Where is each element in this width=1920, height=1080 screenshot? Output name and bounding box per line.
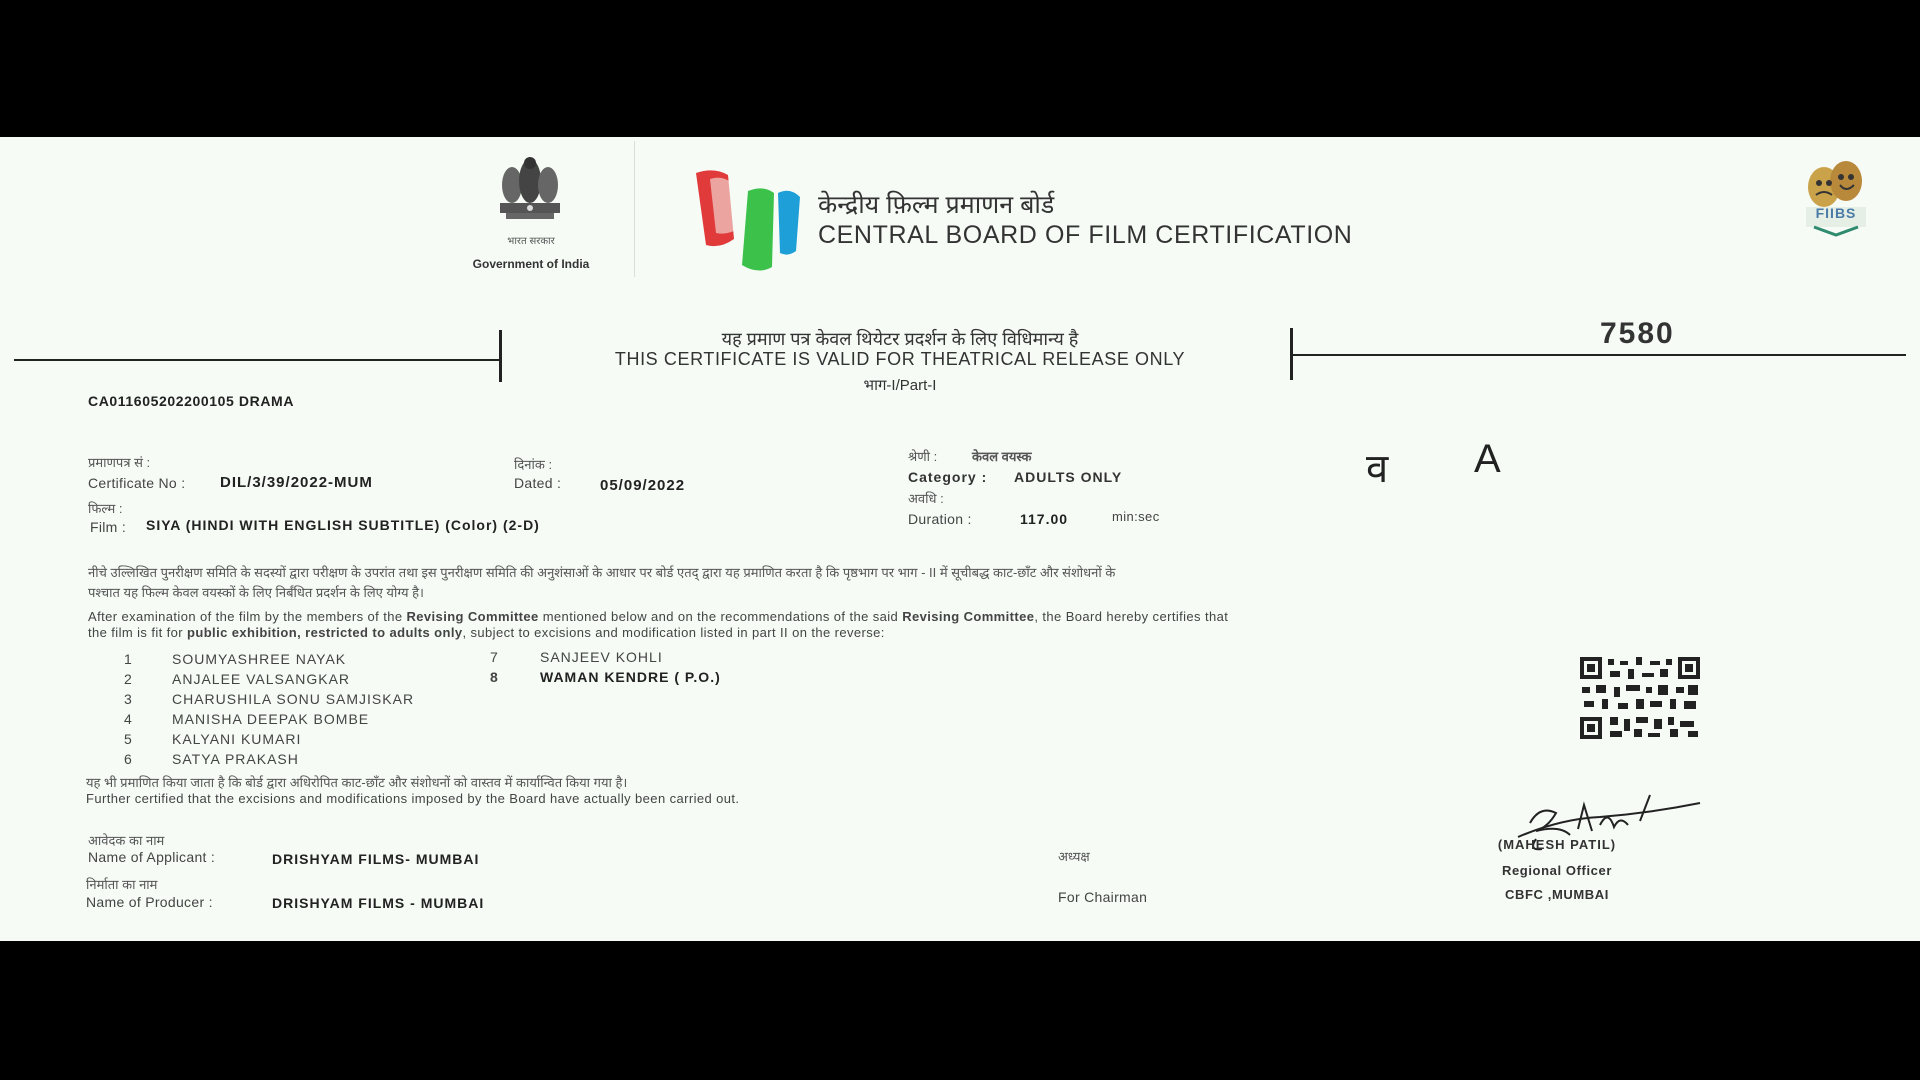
- member-name: SANJEEV KOHLI: [540, 649, 663, 665]
- serial-number: 7580: [1600, 317, 1675, 350]
- rating-english: A: [1474, 437, 1501, 481]
- signatory-title: Regional Officer: [1501, 863, 1612, 878]
- date-hindi: दिनांक :: [514, 457, 553, 472]
- producer-hindi: निर्माता का नाम: [86, 877, 158, 892]
- para-english-1b: Revising Committee: [406, 609, 539, 624]
- fiibs-logo-text: FIIBS: [1815, 205, 1857, 221]
- film-value: SIYA (HINDI WITH ENGLISH SUBTITLE) (Color) (2-D): [146, 517, 540, 533]
- producer-value: DRISHYAM FILMS - MUMBAI: [272, 895, 485, 911]
- member-num: 4: [124, 711, 132, 727]
- validity-english: THIS CERTIFICATE IS VALID FOR THEATRICAL RELEASE ONLY: [614, 349, 1186, 369]
- applicant-label: Name of Applicant :: [88, 849, 216, 865]
- para-english-2: [88, 625, 885, 640]
- ashoka-emblem-icon: [490, 153, 570, 229]
- date-label: Dated :: [514, 475, 562, 491]
- applicant-hindi: आवेदक का नाम: [88, 833, 165, 848]
- applicant-value: DRISHYAM FILMS- MUMBAI: [272, 851, 480, 867]
- duration-label: Duration :: [908, 511, 972, 527]
- para-hindi-1: नीचे उल्लिखित पुनरीक्षण समिति के सदस्यों द्वारा परीक्षण के उपरांत तथा इस पुनरीक्षण समिति की अनुशंसाओं के आधार पर बोर्ड एतद् द्वारा यह प्रमाणित करता है कि पृष्ठभाग पर भाग - II में सूचीबद्ध काट-छाँट और संशोधनों के: [88, 565, 1116, 580]
- duration-hindi: अवधि :: [908, 491, 944, 506]
- member-num: 8: [490, 669, 498, 685]
- validity-hindi: यह प्रमाण पत्र केवल थियेटर प्रदर्शन के लिए विधिमान्य है: [721, 329, 1079, 349]
- member-name: SATYA PRAKASH: [172, 751, 299, 767]
- member-num: 3: [124, 691, 132, 707]
- duration-value: 117.00: [1020, 511, 1069, 527]
- member-name: KALYANI KUMARI: [172, 731, 302, 747]
- para-english-2b: public exhibition, restricted to adults only: [187, 625, 463, 640]
- certificate-document: [0, 137, 1920, 941]
- category-hindi-value: केवल वयस्क: [972, 449, 1032, 464]
- gov-hindi: भारत सरकार: [507, 236, 555, 247]
- para-hindi-2: पश्चात यह फिल्म केवल वयस्कों के लिए निर्बंधित प्रदर्शन के लिए योग्य है।: [88, 585, 424, 600]
- para-english-1d: Revising Committee: [902, 609, 1035, 624]
- producer-label: Name of Producer :: [86, 894, 213, 910]
- signatory-name: (MAHESH PATIL): [1497, 837, 1617, 852]
- cert-no-label: Certificate No :: [88, 475, 186, 491]
- signature-text: [1620, 781, 1622, 782]
- date-value: 05/09/2022: [600, 477, 686, 494]
- member-num: 5: [124, 731, 132, 747]
- member-name: CHARUSHILA SONU SAMJISKAR: [172, 691, 415, 707]
- board-hindi: केन्द्रीय फ़िल्म प्रमाणन बोर्ड: [818, 191, 1055, 219]
- para-english-1a: After examination of the film by the members of the: [88, 609, 407, 624]
- member-name: WAMAN KENDRE ( P.O.): [540, 669, 721, 685]
- para-english-1e: , the Board hereby certifies that: [1034, 609, 1229, 624]
- banner-right-rule: [1292, 354, 1906, 356]
- chairman-hindi: अध्यक्ष: [1058, 849, 1090, 864]
- member-num: 1: [124, 651, 132, 667]
- member-name: ANJALEE VALSANGKAR: [172, 671, 351, 687]
- film-hindi: फिल्म :: [88, 501, 123, 516]
- member-num: 6: [124, 751, 132, 767]
- gov-english: Government of India: [472, 257, 590, 271]
- further-hindi: यह भी प्रमाणित किया जाता है कि बोर्ड द्वारा अधिरोपित काट-छाँट और संशोधनों को वास्तव में कार्यान्वित किया गया है।: [86, 775, 628, 790]
- part-label: भाग-I/Part-I: [863, 377, 937, 394]
- member-name: MANISHA DEEPAK BOMBE: [172, 711, 370, 727]
- category-value: ADULTS ONLY: [1014, 469, 1123, 485]
- board-english: CENTRAL BOARD OF FILM CERTIFICATION: [818, 221, 1353, 249]
- banner-left-bar: [499, 330, 502, 382]
- further-english: Further certified that the excisions and modifications imposed by the Board have actually been carried out.: [86, 791, 740, 806]
- category-hindi-label: श्रेणी :: [908, 449, 938, 464]
- para-english-1: [88, 609, 1228, 624]
- film-label: Film :: [90, 519, 127, 535]
- para-english-2a: the film is fit for: [88, 625, 188, 640]
- fiibs-logo-icon: [1800, 157, 1872, 237]
- member-num: 2: [124, 671, 132, 687]
- duration-unit: min:sec: [1112, 509, 1160, 524]
- member-name: SOUMYASHREE NAYAK: [172, 651, 347, 667]
- member-num: 7: [490, 649, 498, 665]
- signatory-office: CBFC ,MUMBAI: [1505, 887, 1609, 902]
- cert-code: CA011605202200105 DRAMA: [88, 393, 295, 409]
- banner-left-rule: [14, 359, 500, 361]
- chairman-english: For Chairman: [1058, 889, 1148, 905]
- rating-hindi: व: [1366, 447, 1389, 491]
- cert-no-value: DIL/3/39/2022-MUM: [220, 474, 373, 491]
- header-divider: [634, 141, 635, 277]
- cert-no-hindi: प्रमाणपत्र सं :: [88, 455, 151, 470]
- qr-code-icon: [1580, 657, 1700, 739]
- cbfc-logo-icon: [692, 167, 804, 273]
- para-english-2c: , subject to excisions and modification listed in part II on the reverse:: [462, 625, 885, 640]
- category-label: Category :: [908, 469, 988, 485]
- para-english-1c: mentioned below and on the recommendations of the said: [538, 609, 903, 624]
